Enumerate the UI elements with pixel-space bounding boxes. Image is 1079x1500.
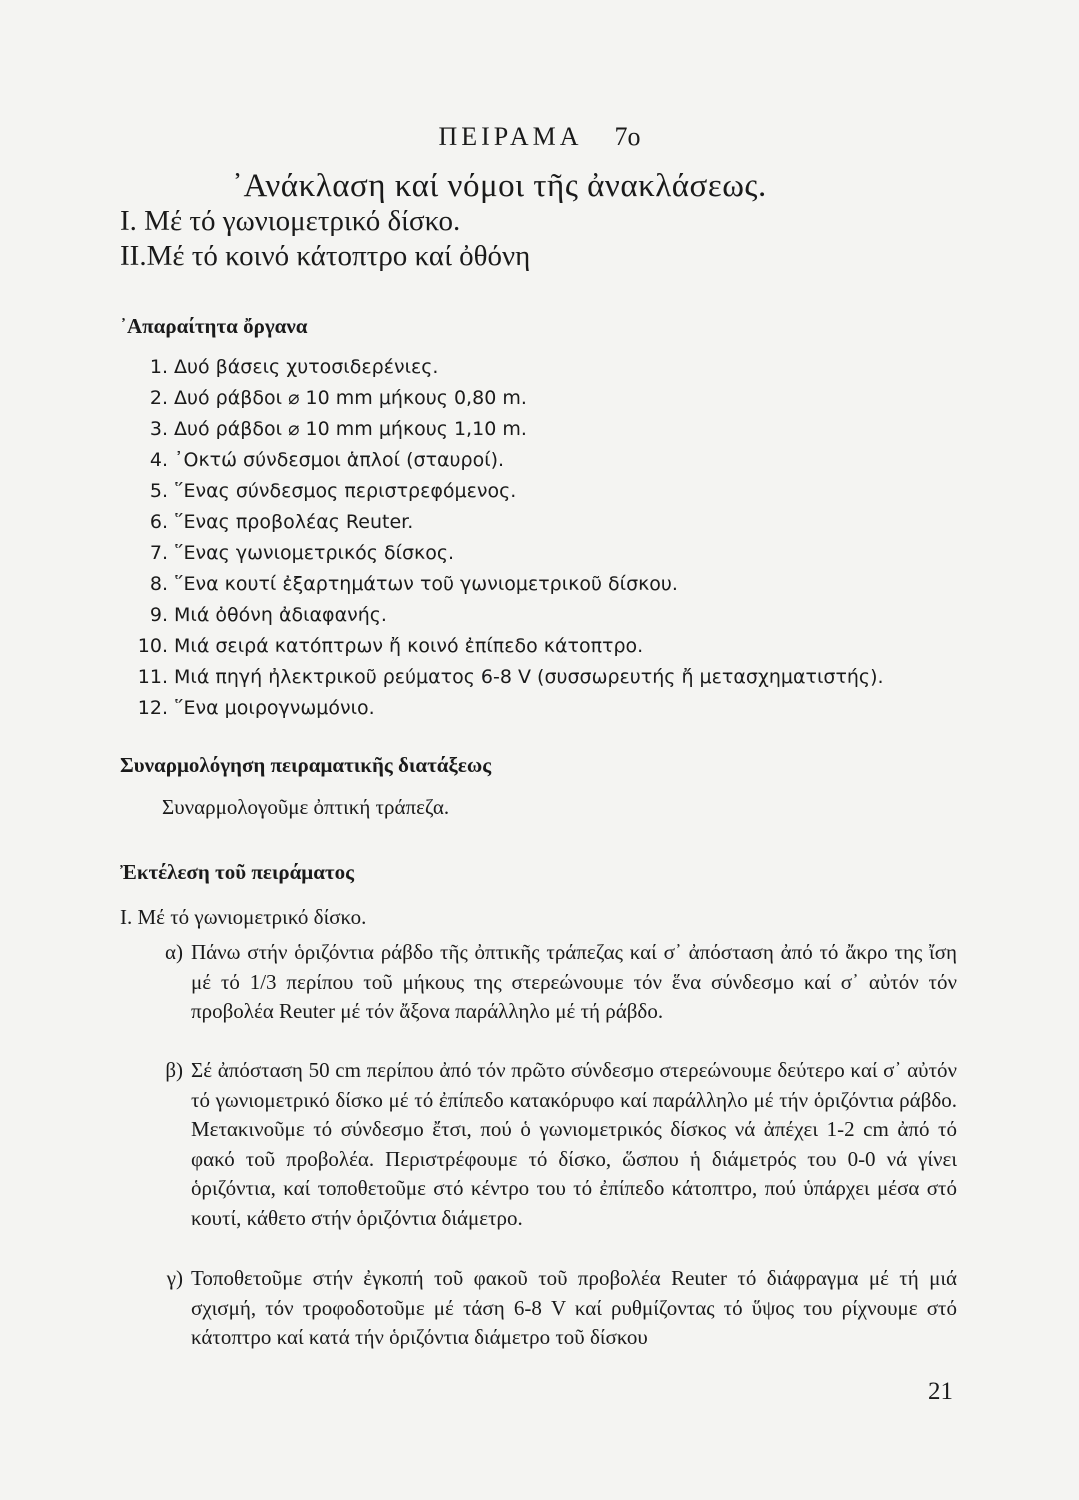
step-text: Τοποθετοῦμε στήν ἐγκοπή τοῦ φακοῦ τοῦ προβολέα Reuter τό διάφραγμα μέ τή μιά σχισμή, τόν τροφοδοτοῦμε μέ τάση 6-8 V καί ρυθμίζοντας τό ὕψος του ρίχνουμε στό κάτοπτρο καί κατά τήν ὁριζόντια διάμετρο τοῦ δίσκου — [191, 1266, 957, 1349]
execution-part-title: Ι. Μέ τό γωνιομετρικό δίσκο. — [120, 905, 367, 929]
experiment-word: ΠΕΙΡΑΜΑ — [438, 122, 583, 151]
page-number: 21 — [928, 1378, 953, 1405]
list-item: 4. ᾿Οκτώ σύνδεσμοι ἁπλοί (σταυροί). — [149, 449, 505, 471]
experiment-header — [0, 122, 1079, 152]
step-gamma — [147, 1264, 957, 1353]
list-item: 6. ῞Ενας προβολέας Reuter. — [149, 511, 414, 533]
list-item: 1. Δυό βάσεις χυτοσιδερένιες. — [149, 356, 439, 378]
step-label: γ) — [166, 1266, 183, 1290]
list-item: 11. Μιά πηγή ἠλεκτρικοῦ ρεύματος 6-8 V (συσσωρευτής ἤ μετασχηματιστής). — [137, 666, 884, 688]
list-item: 3. Δυό ράβδοι ⌀ 10 mm μήκους 1,10 m. — [149, 418, 527, 440]
experiment-title: ᾿Ανάκλαση καί νόμοι τῆς ἀνακλάσεως. — [232, 168, 767, 204]
list-item: 9. Μιά ὀθόνη ἀδιαφανής. — [149, 604, 387, 626]
list-item: 7. ῞Ενας γωνιομετρικός δίσκος. — [149, 542, 455, 564]
assembly-heading: Συναρμολόγηση πειραματικῆς διατάξεως — [120, 753, 492, 777]
step-label: β) — [165, 1058, 183, 1082]
step-alpha — [147, 938, 957, 1027]
step-label: α) — [165, 940, 183, 964]
list-item: 8. ῞Ενα κουτί ἐξαρτημάτων τοῦ γωνιομετρικοῦ δίσκου. — [149, 573, 678, 595]
subtitle-1: Ι. Μέ τό γωνιομετρικό δίσκο. — [120, 205, 461, 237]
step-text: Πάνω στήν ὁριζόντια ράβδο τῆς ὀπτικῆς τράπεζας καί σ᾿ ἀπόσταση ἀπό τό ἄκρο της ἴση μέ τό 1/3 περίπου τοῦ μήκους της στερεώνουμε τόν ἕνα σύνδεσμο καί σ᾿ αὐτόν τόν προβολέα Reuter μέ τόν ἄξονα παράλληλο μέ τή ράβδο. — [191, 940, 957, 1023]
step-beta — [147, 1056, 957, 1233]
step-text: Σέ ἀπόσταση 50 cm περίπου ἀπό τόν πρῶτο σύνδεσμο στερεώνουμε δεύτερο καί σ᾿ αὐτόν τό γωνιομετρικό δίσκο μέ τό ἐπίπεδο κατακόρυφο καί παράλληλο μέ τήν ὁριζόντια ράβδο. Μετακινοῦμε τό σύνδεσμο ἔτσι, πού ὁ γωνιομετρικός δίσκος νά ἀπέχει 1-2 cm ἀπό τό φακό τοῦ προβολέα. Περιστρέφουμε τό δίσκο, ὥσπου ἡ διάμετρός του 0-0 νά γίνει ὁριζόντια, καί τοποθετοῦμε στό κέντρο του τό ἐπίπεδο κάτοπτρο, πού ὑπάρχει μέσα στό κουτί, κάθετο στήν ὁριζόντια διάμετρο. — [191, 1058, 957, 1230]
list-item: 5. ῞Ενας σύνδεσμος περιστρεφόμενος. — [149, 480, 517, 502]
list-item: 2. Δυό ράβδοι ⌀ 10 mm μήκους 0,80 m. — [149, 387, 527, 409]
execution-heading: Ἐκτέλεση τοῦ πειράματος — [120, 860, 354, 884]
requirements-heading: ᾿Απαραίτητα ὄργανα — [120, 314, 308, 338]
requirements-list — [132, 352, 884, 724]
subtitle-2: ΙΙ.Μέ τό κοινό κάτοπτρο καί ὀθόνη — [120, 240, 531, 272]
assembly-text: Συναρμολογοῦμε ὀπτική τράπεζα. — [162, 795, 450, 819]
list-item: 10. Μιά σειρά κατόπτρων ἤ κοινό ἐπίπεδο κάτοπτρο. — [137, 635, 644, 657]
experiment-number: 7ο — [614, 122, 641, 151]
list-item: 12. ῞Ενα μοιρογνωμόνιο. — [137, 697, 375, 719]
